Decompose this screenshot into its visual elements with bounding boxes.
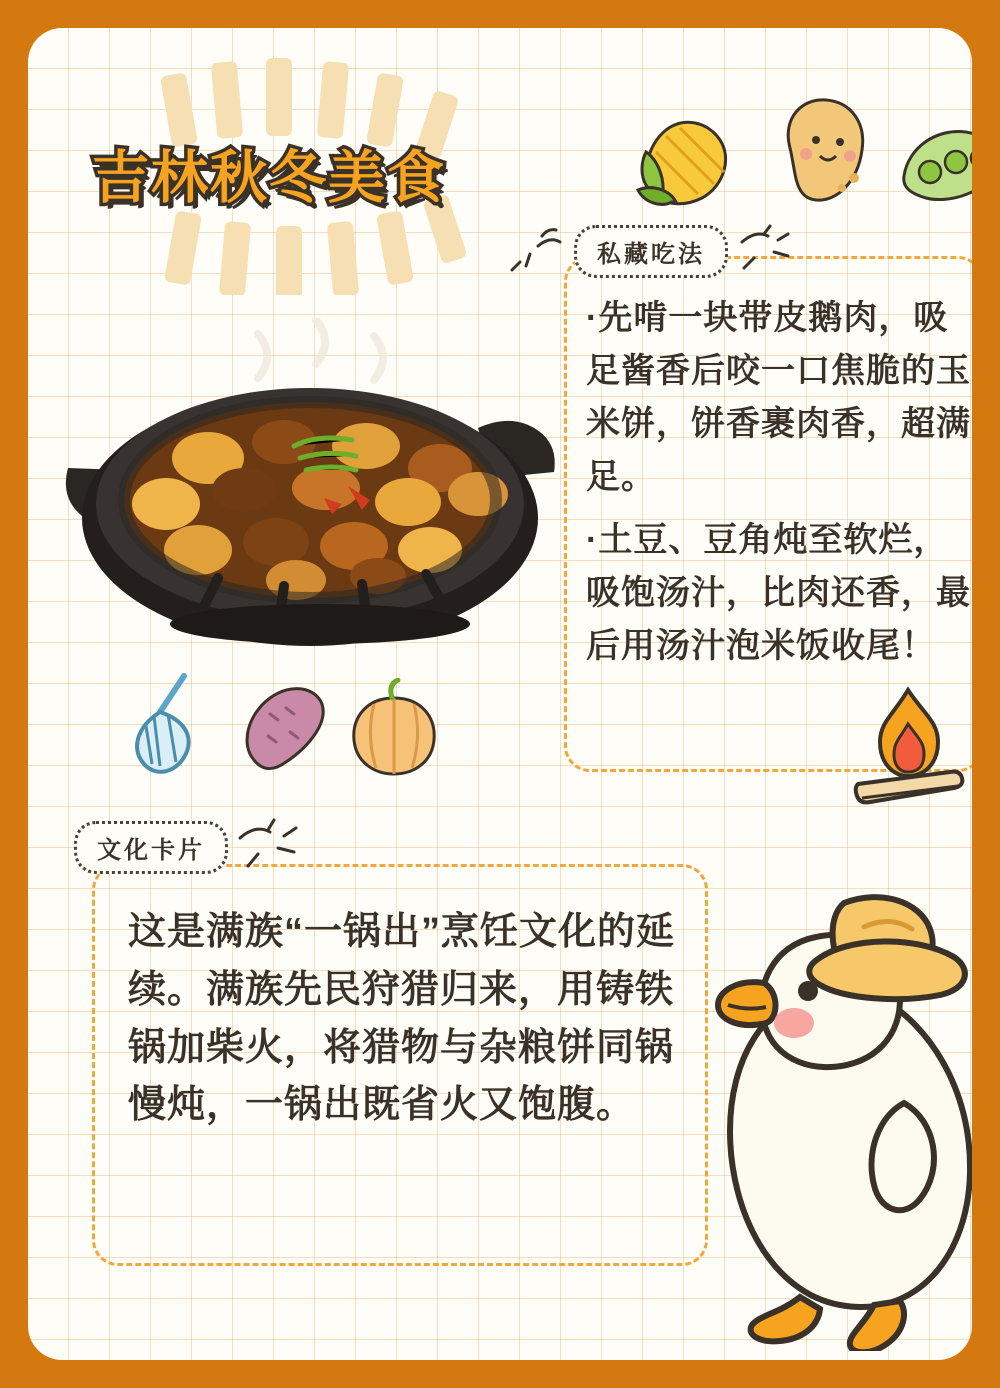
page-title: 吉林秋冬美食 [92, 146, 446, 210]
edamame-icon [894, 118, 972, 208]
culture-text-block [128, 904, 703, 1135]
sparkle-culture-icon [234, 818, 314, 876]
corn-icon [636, 106, 746, 211]
sparkle-left-icon [508, 224, 568, 278]
recipe-tag-label: 私藏吃法 [574, 225, 728, 278]
campfire-icon [840, 680, 972, 812]
duck-mascot-icon [668, 873, 972, 1351]
culture-tag-group [74, 818, 314, 876]
title-burst [74, 40, 504, 295]
poster-card [28, 28, 972, 1360]
sweet-potato-icon [234, 674, 330, 780]
recipe-paragraph-1: ·先啃一块带皮鹅肉，吸足酱香后咬一口焦脆的玉米饼，饼香裹肉香，超满足。 [586, 299, 971, 497]
recipe-paragraph-2: ·土豆、豆角炖至软烂，吸饱汤汁，比肉还香，最后用汤汁泡米饭收尾！ [586, 521, 971, 666]
pumpkin-icon [344, 678, 444, 780]
stew-pan-photo [48, 318, 613, 648]
potato-icon [768, 92, 878, 210]
recipe-text-block [586, 292, 972, 683]
culture-tag-label: 文化卡片 [74, 821, 228, 874]
culture-paragraph-1: 这是满族“一锅出”烹饪文化的延续。满族先民狩猎归来，用铸铁锅加柴火，将猎物与杂粮饼同锅慢炖，一锅出既省火又饱腹。 [128, 911, 676, 1127]
recipe-tag-group [508, 224, 806, 278]
sparkle-right-icon [734, 224, 806, 278]
whisk-icon [120, 670, 212, 778]
